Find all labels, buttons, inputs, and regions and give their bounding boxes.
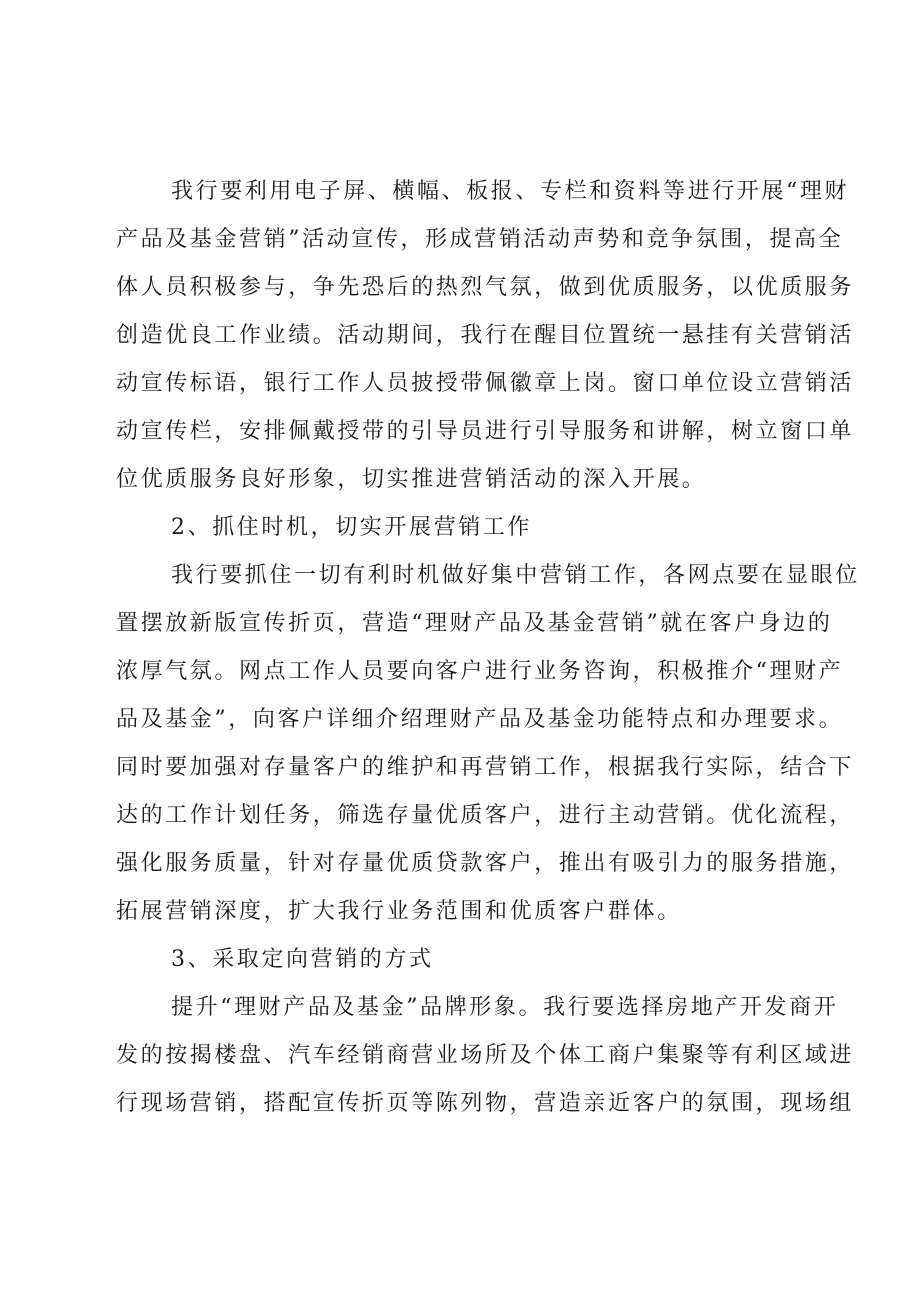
paragraph-line: 动宣传栏，安排佩戴授带的引导员进行引导服务和讲解，树立窗口单 — [116, 419, 855, 444]
paragraph-line: 位优质服务良好形象，切实推进营销活动的深入开展。 — [116, 467, 707, 492]
paragraph-line: 同时要加强对存量客户的维护和再营销工作，根据我行实际，结合下 — [116, 755, 855, 780]
paragraph-line: 我行要利用电子屏、横幅、板报、专栏和资料等进行开展“理财 — [171, 179, 850, 204]
paragraph-line: 行现场营销，搭配宣传折页等陈列物，营造亲近客户的氛围，现场组 — [116, 1091, 855, 1116]
paragraph-line: 品及基金”，向客户详细介绍理财产品及基金功能特点和办理要求。 — [116, 707, 844, 732]
paragraph-3 — [116, 984, 855, 1128]
paragraph-line: 强化服务质量，针对存量优质贷款客户，推出有吸引力的服务措施， — [116, 851, 855, 876]
section-heading-3: 3、采取定向营销的方式 — [171, 947, 434, 972]
paragraph-line: 拓展营销深度，扩大我行业务范围和优质客户群体。 — [116, 899, 682, 924]
paragraph-line: 置摆放新版宣传折页，营造“理财产品及基金营销”就在客户身边的 — [116, 611, 833, 636]
paragraph-line: 创造优良工作业绩。活动期间，我行在醒目位置统一悬挂有关营销活 — [116, 323, 855, 348]
paragraph-line: 动宣传标语，银行工作人员披授带佩徽章上岗。窗口单位设立营销活 — [116, 371, 855, 396]
paragraph-line: 体人员积极参与，争先恐后的热烈气氛，做到优质服务，以优质服务 — [116, 275, 855, 300]
paragraph-line: 我行要抓住一切有利时机做好集中营销工作，各网点要在显眼位 — [171, 563, 860, 588]
paragraph-line: 达的工作计划任务，筛选存量优质客户，进行主动营销。优化流程， — [116, 803, 855, 828]
paragraph-line: 发的按揭楼盘、汽车经销商营业场所及个体工商户集聚等有利区域进 — [116, 1043, 855, 1068]
section-heading-2: 2、抓住时机，切实开展营销工作 — [171, 515, 532, 540]
paragraph-1 — [116, 168, 855, 504]
paragraph-line: 浓厚气氛。网点工作人员要向客户进行业务咨询，积极推介“理财产 — [116, 659, 844, 684]
paragraph-line: 产品及基金营销”活动宣传，形成营销活动声势和竞争氛围，提高全 — [116, 227, 844, 252]
paragraph-line: 提升“理财产品及基金”品牌形象。我行要选择房地产开发商开 — [171, 995, 839, 1020]
paragraph-2 — [116, 552, 860, 936]
document-body — [116, 168, 860, 1128]
